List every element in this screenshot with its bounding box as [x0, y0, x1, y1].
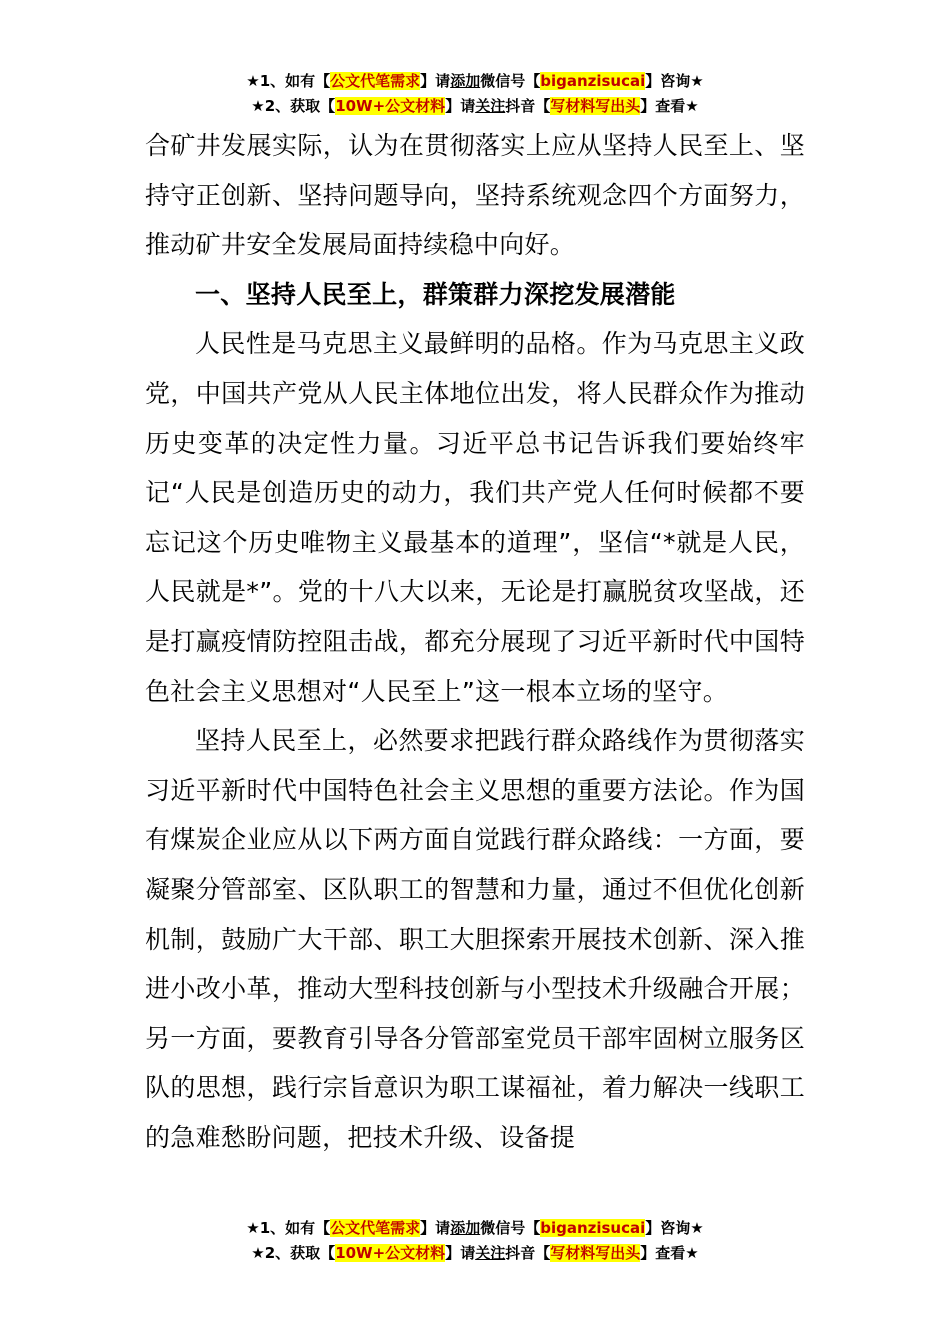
banner-text: 】请 — [445, 97, 476, 115]
banner-emphasis: 添加 — [450, 72, 481, 90]
banner-highlight: 公文代笔需求 — [330, 1219, 421, 1237]
banner-highlight: biganzisucai — [540, 1219, 646, 1237]
banner-emphasis: 关注 — [475, 97, 506, 115]
banner-highlight: 写材料写出头 — [550, 97, 641, 115]
banner-highlight: 10W+公文材料 — [335, 97, 446, 115]
banner-highlight: biganzisucai — [540, 72, 646, 90]
banner-highlight: 公文代笔需求 — [330, 72, 421, 90]
banner-text: ★1、如有【 — [246, 1219, 331, 1237]
banner-text: 】请 — [420, 72, 451, 90]
banner-text: ★2、获取【 — [251, 1244, 336, 1262]
banner-text: 】查看★ — [640, 1244, 699, 1262]
banner-text: 】请 — [445, 1244, 476, 1262]
banner-text: 】查看★ — [640, 97, 699, 115]
banner-text: 微信号【 — [480, 1219, 541, 1237]
banner-line-1 — [0, 1216, 950, 1241]
banner-text: 】咨询★ — [645, 72, 704, 90]
header-banner — [0, 69, 950, 119]
banner-highlight: 10W+公文材料 — [335, 1244, 446, 1262]
banner-text: 抖音【 — [505, 1244, 551, 1262]
paragraph: 人民性是马克思主义最鲜明的品格。作为马克思主义政党，中国共产党从人民主体地位出发，将人民群众作为推动历史变革的决定性力量。习近平总书记告诉我们要始终牢记“人民是创造历史的动力，我们共产党人任何时候都不要忘记这个历史唯物主义最基本的道理”，坚信“*就是人民，人民就是*”。党的十八大以来，无论是打赢脱贫攻坚战，还是打赢疫情防控阻击战，都充分展现了习近平新时代中国特色社会主义思想对“人民至上”这一根本立场的坚守。 — [145, 329, 805, 706]
banner-line-2 — [0, 1241, 950, 1266]
paragraph: 坚持人民至上，必然要求把践行群众路线作为贯彻落实习近平新时代中国特色社会主义思想的重要方法论。作为国有煤炭企业应从以下两方面自觉践行群众路线：一方面，要凝聚分管部室、区队职工的智慧和力量，通过不但优化创新机制，鼓励广大干部、职工大胆探索开展技术创新、深入推进小改小革，推动大型科技创新与小型技术升级融合开展；另一方面，要教育引导各分管部室党员干部牢固树立服务区队的思想，践行宗旨意识为职工谋福祉，着力解决一线职工的急难愁盼问题，把技术升级、设备提 — [145, 726, 805, 1152]
banner-line-2 — [0, 94, 950, 119]
document-body — [145, 121, 805, 1162]
banner-text: 】请 — [420, 1219, 451, 1237]
banner-text: ★1、如有【 — [246, 72, 331, 90]
banner-text: ★2、获取【 — [251, 97, 336, 115]
footer-banner — [0, 1216, 950, 1266]
section-heading: 一、坚持人民至上，群策群力深挖发展潜能 — [195, 279, 676, 309]
paragraph: 合矿井发展实际，认为在贯彻落实上应从坚持人民至上、坚持守正创新、坚持问题导向，坚持系统观念四个方面努力，推动矿井安全发展局面持续稳中向好。 — [145, 131, 805, 260]
banner-line-1 — [0, 69, 950, 94]
banner-text: 】咨询★ — [645, 1219, 704, 1237]
banner-text: 抖音【 — [505, 97, 551, 115]
banner-emphasis: 添加 — [450, 1219, 481, 1237]
banner-highlight: 写材料写出头 — [550, 1244, 641, 1262]
banner-emphasis: 关注 — [475, 1244, 506, 1262]
banner-text: 微信号【 — [480, 72, 541, 90]
